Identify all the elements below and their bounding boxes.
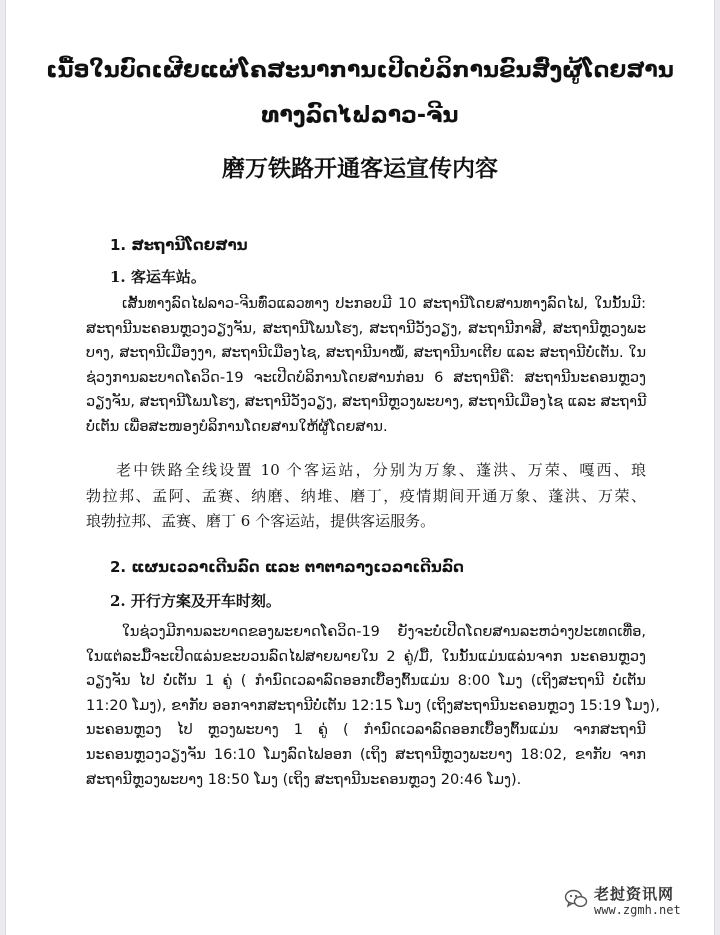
section-1-paragraph-chinese	[86, 458, 646, 535]
title-chinese: 磨万铁路开通客运宣传内容	[222, 155, 498, 182]
text-line: ນະຄອນຫຼວງ ໄປ ຫຼວງພະບາງ 1 ຄູ່ ( ກຳນົດເວລາລົດອອກເບື້ອງຕົ້ນແມ່ນ ຈາກສະຖານີ	[86, 722, 646, 739]
text-line: ໃນຊ່ວງມີການລະບາດຂອງພະຍາດໂຄວິດ-19 ຍັງຈະບໍ່ເປີດໂດຍສານລະຫວ່າງປະເທດເທື່ອ,	[122, 624, 646, 640]
text-line: ໃນແຕ່ລະມື້ຈະເປີດແລ່ນຂະບວນລົດໄຟສາຍພາຍໃນ 2 ຄູ່/ມື້, ໃນນັ້ນແມ່ນແລ່ນຈາກ ນະຄອນຫຼວງ	[86, 648, 646, 665]
section-2-heading-lao: 2. ແຜນເວລາເດີນລົດ ແລະ ຕາຕາລາງເວລາເດີນລົດ	[110, 558, 464, 576]
title-lao-line-2: ທາງລົດໄຟລາວ-ຈີນ	[261, 103, 459, 128]
text-line: ບໍ່ເຕັນ ເພື່ອສະໜອງບໍລິການໂດຍສານໃຫ້ຜູ້ໂດຍສານ.	[86, 418, 388, 435]
wechat-icon	[564, 887, 588, 911]
text-line: ສະຖານີນະຄອນຫຼວງວຽງຈັນ, ສະຖານີໂພນໂຮງ, ສະຖານີວັງວຽງ, ສະຖານີກາສີ, ສະຖານີຫຼວງພະ	[86, 320, 646, 337]
watermark-name: 老挝资讯网	[594, 885, 675, 903]
section-1-paragraph-lao	[86, 292, 646, 440]
text-line: 琅勃拉邦、孟赛、磨丁 6 个客运站，提供客运服务。	[86, 512, 436, 530]
text-line: 勃拉邦、孟阿、孟赛、纳磨、纳堆、磨丁，疫情期间开通万象、蓬洪、万荣、	[86, 486, 646, 505]
text-line: ບາງ, ສະຖານີເມືອງງາ, ສະຖານີເມືອງໄຊ, ສະຖານີນາໝໍ້, ສະຖານີນາເຕີຍ ແລະ ສະຖານີບໍ່ເຕັນ. ໃນ	[86, 345, 646, 362]
text-line: 11:20 ໂມງ), ຂາກັບ ອອກຈາກສະຖານີບໍ່ເຕັນ 12:15 ໂມງ (ເຖິງສະຖານີນະຄອນຫຼວງ 15:19 ໂມງ),	[86, 697, 660, 714]
section-1-heading-chinese: 1. 客运车站。	[110, 268, 206, 286]
watermark	[564, 883, 700, 921]
text-line: ວຽງຈັນ, ສະຖານີໂພນໂຮງ, ສະຖານີວັງວຽງ, ສະຖານີຫຼວງພະບາງ, ສະຖານີເມືອງໄຊ ແລະ ສະຖານີ	[86, 394, 647, 411]
section-1-heading-lao: 1. ສະຖານີໂດຍສານ	[110, 236, 248, 254]
text-line: ເສັ້ນທາງລົດໄຟລາວ-ຈີນທົ່ວແລວທາງ ປະກອບມີ 10 ສະຖານີໂດຍສານທາງລົດໄຟ, ໃນນັ້ນມີ:	[122, 296, 646, 312]
text-line: ຊ່ວງການລະບາດໂຄວິດ-19 ຈະເປີດບໍລິການໂດຍສານກ່ອນ 6 ສະຖານີຄື: ສະຖານີນະຄອນຫຼວງ	[86, 369, 646, 386]
text-line: 老中铁路全线设置 10 个客运站，分别为万象、蓬洪、万荣、嘎西、琅	[116, 461, 646, 479]
watermark-url: www.zgmh.net	[594, 903, 681, 917]
section-2-paragraph-lao	[86, 620, 660, 792]
text-line: ນະຄອນຫຼວງວຽງຈັນ 16:10 ໂມງລົດໄຟອອກ (ເຖິງ ສະຖານີຫຼວງພະບາງ 18:02, ຂາກັບ ຈາກ	[86, 746, 646, 763]
text-line: ສະຖານີຫຼວງພະບາງ 18:50 ໂມງ (ເຖິງ ສະຖານີນະຄອນຫຼວງ 20:46 ໂມງ).	[86, 771, 522, 788]
title-lao-line-1: ເນື້ອໃນບົດເຜີຍແຜ່ໂຄສະນາການເປີດບໍລິການຂົນສົ່ງຜູ້ໂດຍສານ	[46, 58, 674, 83]
document-page	[6, 0, 714, 935]
text-line: ວຽງຈັນ ໄປ ບໍ່ເຕັນ 1 ຄູ່ ( ກຳນົດເວລາລົດອອກເບື້ອງຕົ້ນແມ່ນ 8:00 ໂມງ (ເຖິງສະຖານີ ບໍ່ເຕັນ	[86, 673, 646, 690]
section-2-heading-chinese: 2. 开行方案及开车时刻。	[110, 592, 281, 610]
